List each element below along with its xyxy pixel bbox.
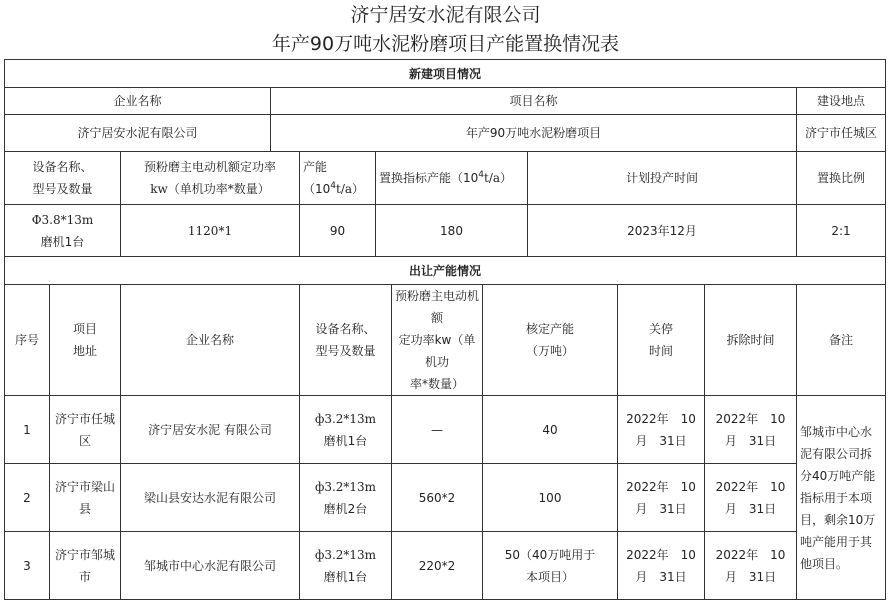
row-address-line2: 市 <box>78 569 91 584</box>
header-shutdown-line2: 时间 <box>648 344 673 358</box>
row-shutdown <box>618 464 705 532</box>
row-no: 2 <box>5 464 50 532</box>
row-demolish-line2: 月 31日 <box>724 501 777 516</box>
header-location: 建设地点 <box>797 88 886 115</box>
row-company: 邹城市中心水泥有限公司 <box>121 532 300 600</box>
row-shutdown-line1: 2022年 10 <box>626 547 696 562</box>
header-out-capacity-line2: （万吨） <box>525 344 574 358</box>
row-equipment <box>300 464 392 532</box>
row-address <box>50 464 121 532</box>
header-out-capacity-line1: 核定产能 <box>525 322 574 336</box>
header-out-company: 企业名称 <box>121 285 300 396</box>
header-equipment-line1: 设备名称、 <box>32 160 93 174</box>
document-subtitle: 年产90万吨水泥粉磨项目产能置换情况表 <box>271 33 620 55</box>
header-demolish: 拆除时间 <box>705 285 797 396</box>
row-demolish-line2: 月 31日 <box>724 569 777 584</box>
row-power: 220*2 <box>392 532 483 600</box>
value-replacement: 180 <box>376 205 528 257</box>
value-power: 1120*1 <box>121 205 300 257</box>
header-capacity-prefix: 产能（10 <box>303 160 331 196</box>
row-address-line1: 济宁市任城 <box>54 411 115 426</box>
row-capacity-line1: 50（40万吨用于 <box>504 547 596 562</box>
header-replacement-exponent: 4 <box>478 170 485 180</box>
row-address <box>50 396 121 464</box>
header-equipment-line2: 型号及数量 <box>32 182 93 196</box>
row-shutdown-line2: 月 31日 <box>635 569 687 584</box>
value-equipment-line1: Φ3.8*13m <box>31 212 94 227</box>
header-equipment <box>5 152 121 205</box>
row-demolish-line2: 月 31日 <box>724 433 777 448</box>
row-demolish-line1: 2022年 10 <box>715 479 786 494</box>
row-address-line2: 县 <box>78 501 91 516</box>
row-equipment-line2: 磨机2台 <box>323 501 368 516</box>
header-shutdown <box>618 285 705 396</box>
row-equipment <box>300 532 392 600</box>
capacity-replacement-table <box>4 59 886 600</box>
new-project-section-title: 新建项目情况 <box>5 60 886 88</box>
header-no: 序号 <box>5 285 50 396</box>
header-ratio: 置换比例 <box>797 152 886 205</box>
row-company: 梁山县安达水泥有限公司 <box>121 464 300 532</box>
remark-note: 邹城市中心水泥有限公司拆分40万吨产能指标用于本项目，剩余10万吨产能用于其他项目。 <box>797 396 886 600</box>
row-capacity-line2: 本项目） <box>525 569 574 584</box>
header-out-equipment <box>300 285 392 396</box>
table-row <box>5 532 886 600</box>
row-demolish-line1: 2022年 10 <box>715 547 786 562</box>
header-out-power-line3: 率*数量） <box>409 377 464 391</box>
value-equipment-line2: 磨机1台 <box>40 234 85 249</box>
row-shutdown-line2: 月 31日 <box>635 433 687 448</box>
row-capacity-line1: 40 <box>542 422 558 437</box>
row-no: 3 <box>5 532 50 600</box>
header-out-power-line1: 预粉磨主电动机额 <box>395 289 480 325</box>
row-equipment-line1: ф3.2*13m <box>314 547 377 562</box>
header-capacity <box>300 152 376 205</box>
header-project: 项目名称 <box>271 88 797 115</box>
header-address <box>50 285 121 396</box>
row-power: 560*2 <box>392 464 483 532</box>
header-capacity-exponent: 4 <box>330 181 337 191</box>
header-replacement <box>376 152 528 205</box>
table-row <box>5 464 886 532</box>
row-capacity <box>483 396 618 464</box>
value-ratio: 2:1 <box>797 205 886 257</box>
row-capacity-line1: 100 <box>538 490 562 505</box>
value-company: 济宁居安水泥有限公司 <box>5 115 271 152</box>
header-capacity-unit: t/a） <box>336 182 365 196</box>
table-row <box>5 396 886 464</box>
row-demolish <box>705 396 797 464</box>
row-power: — <box>392 396 483 464</box>
header-plan-time: 计划投产时间 <box>528 152 797 205</box>
row-shutdown <box>618 532 705 600</box>
header-out-equipment-line1: 设备名称、 <box>315 322 376 336</box>
value-location: 济宁市任城区 <box>797 115 886 152</box>
header-out-capacity <box>483 285 618 396</box>
header-out-power <box>392 285 483 396</box>
row-capacity <box>483 532 618 600</box>
header-address-line2: 地址 <box>72 344 97 358</box>
value-project: 年产90万吨水泥粉磨项目 <box>271 115 797 152</box>
header-shutdown-line1: 关停 <box>648 322 673 336</box>
outgoing-section-title: 出让产能情况 <box>5 257 886 285</box>
value-capacity: 90 <box>300 205 376 257</box>
header-power <box>121 152 300 205</box>
value-equipment <box>5 205 121 257</box>
row-address-line1: 济宁市邹城 <box>54 547 115 562</box>
row-no: 1 <box>5 396 50 464</box>
header-replacement-unit: t/a） <box>484 171 513 185</box>
row-demolish <box>705 464 797 532</box>
row-equipment <box>300 396 392 464</box>
header-out-power-line2: 定功率kw（单机功 <box>398 333 476 369</box>
document-title: 济宁居安水泥有限公司 <box>350 4 541 26</box>
row-demolish <box>705 532 797 600</box>
row-address <box>50 532 121 600</box>
header-remark: 备注 <box>797 285 886 396</box>
header-replacement-prefix: 置换指标产能（10 <box>379 171 479 185</box>
row-address-line2: 区 <box>78 433 91 448</box>
row-equipment-line1: ф3.2*13m <box>314 479 377 494</box>
header-company: 企业名称 <box>5 88 271 115</box>
row-company: 济宁居安水泥 有限公司 <box>121 396 300 464</box>
row-shutdown <box>618 396 705 464</box>
row-shutdown-line1: 2022年 10 <box>626 479 696 494</box>
row-capacity <box>483 464 618 532</box>
row-equipment-line2: 磨机1台 <box>323 569 368 584</box>
row-equipment-line2: 磨机1台 <box>323 433 368 448</box>
header-out-equipment-line2: 型号及数量 <box>315 344 376 358</box>
row-equipment-line1: ф3.2*13m <box>314 411 377 426</box>
row-demolish-line1: 2022年 10 <box>715 411 786 426</box>
header-address-line1: 项目 <box>72 322 97 336</box>
header-power-line2: kw（单机功率*数量） <box>150 182 270 196</box>
row-shutdown-line1: 2022年 10 <box>626 411 696 426</box>
row-address-line1: 济宁市梁山 <box>54 479 115 494</box>
value-plan-time: 2023年12月 <box>528 205 797 257</box>
header-power-line1: 预粉磨主电动机额定功率 <box>143 160 276 174</box>
row-shutdown-line2: 月 31日 <box>635 501 687 516</box>
